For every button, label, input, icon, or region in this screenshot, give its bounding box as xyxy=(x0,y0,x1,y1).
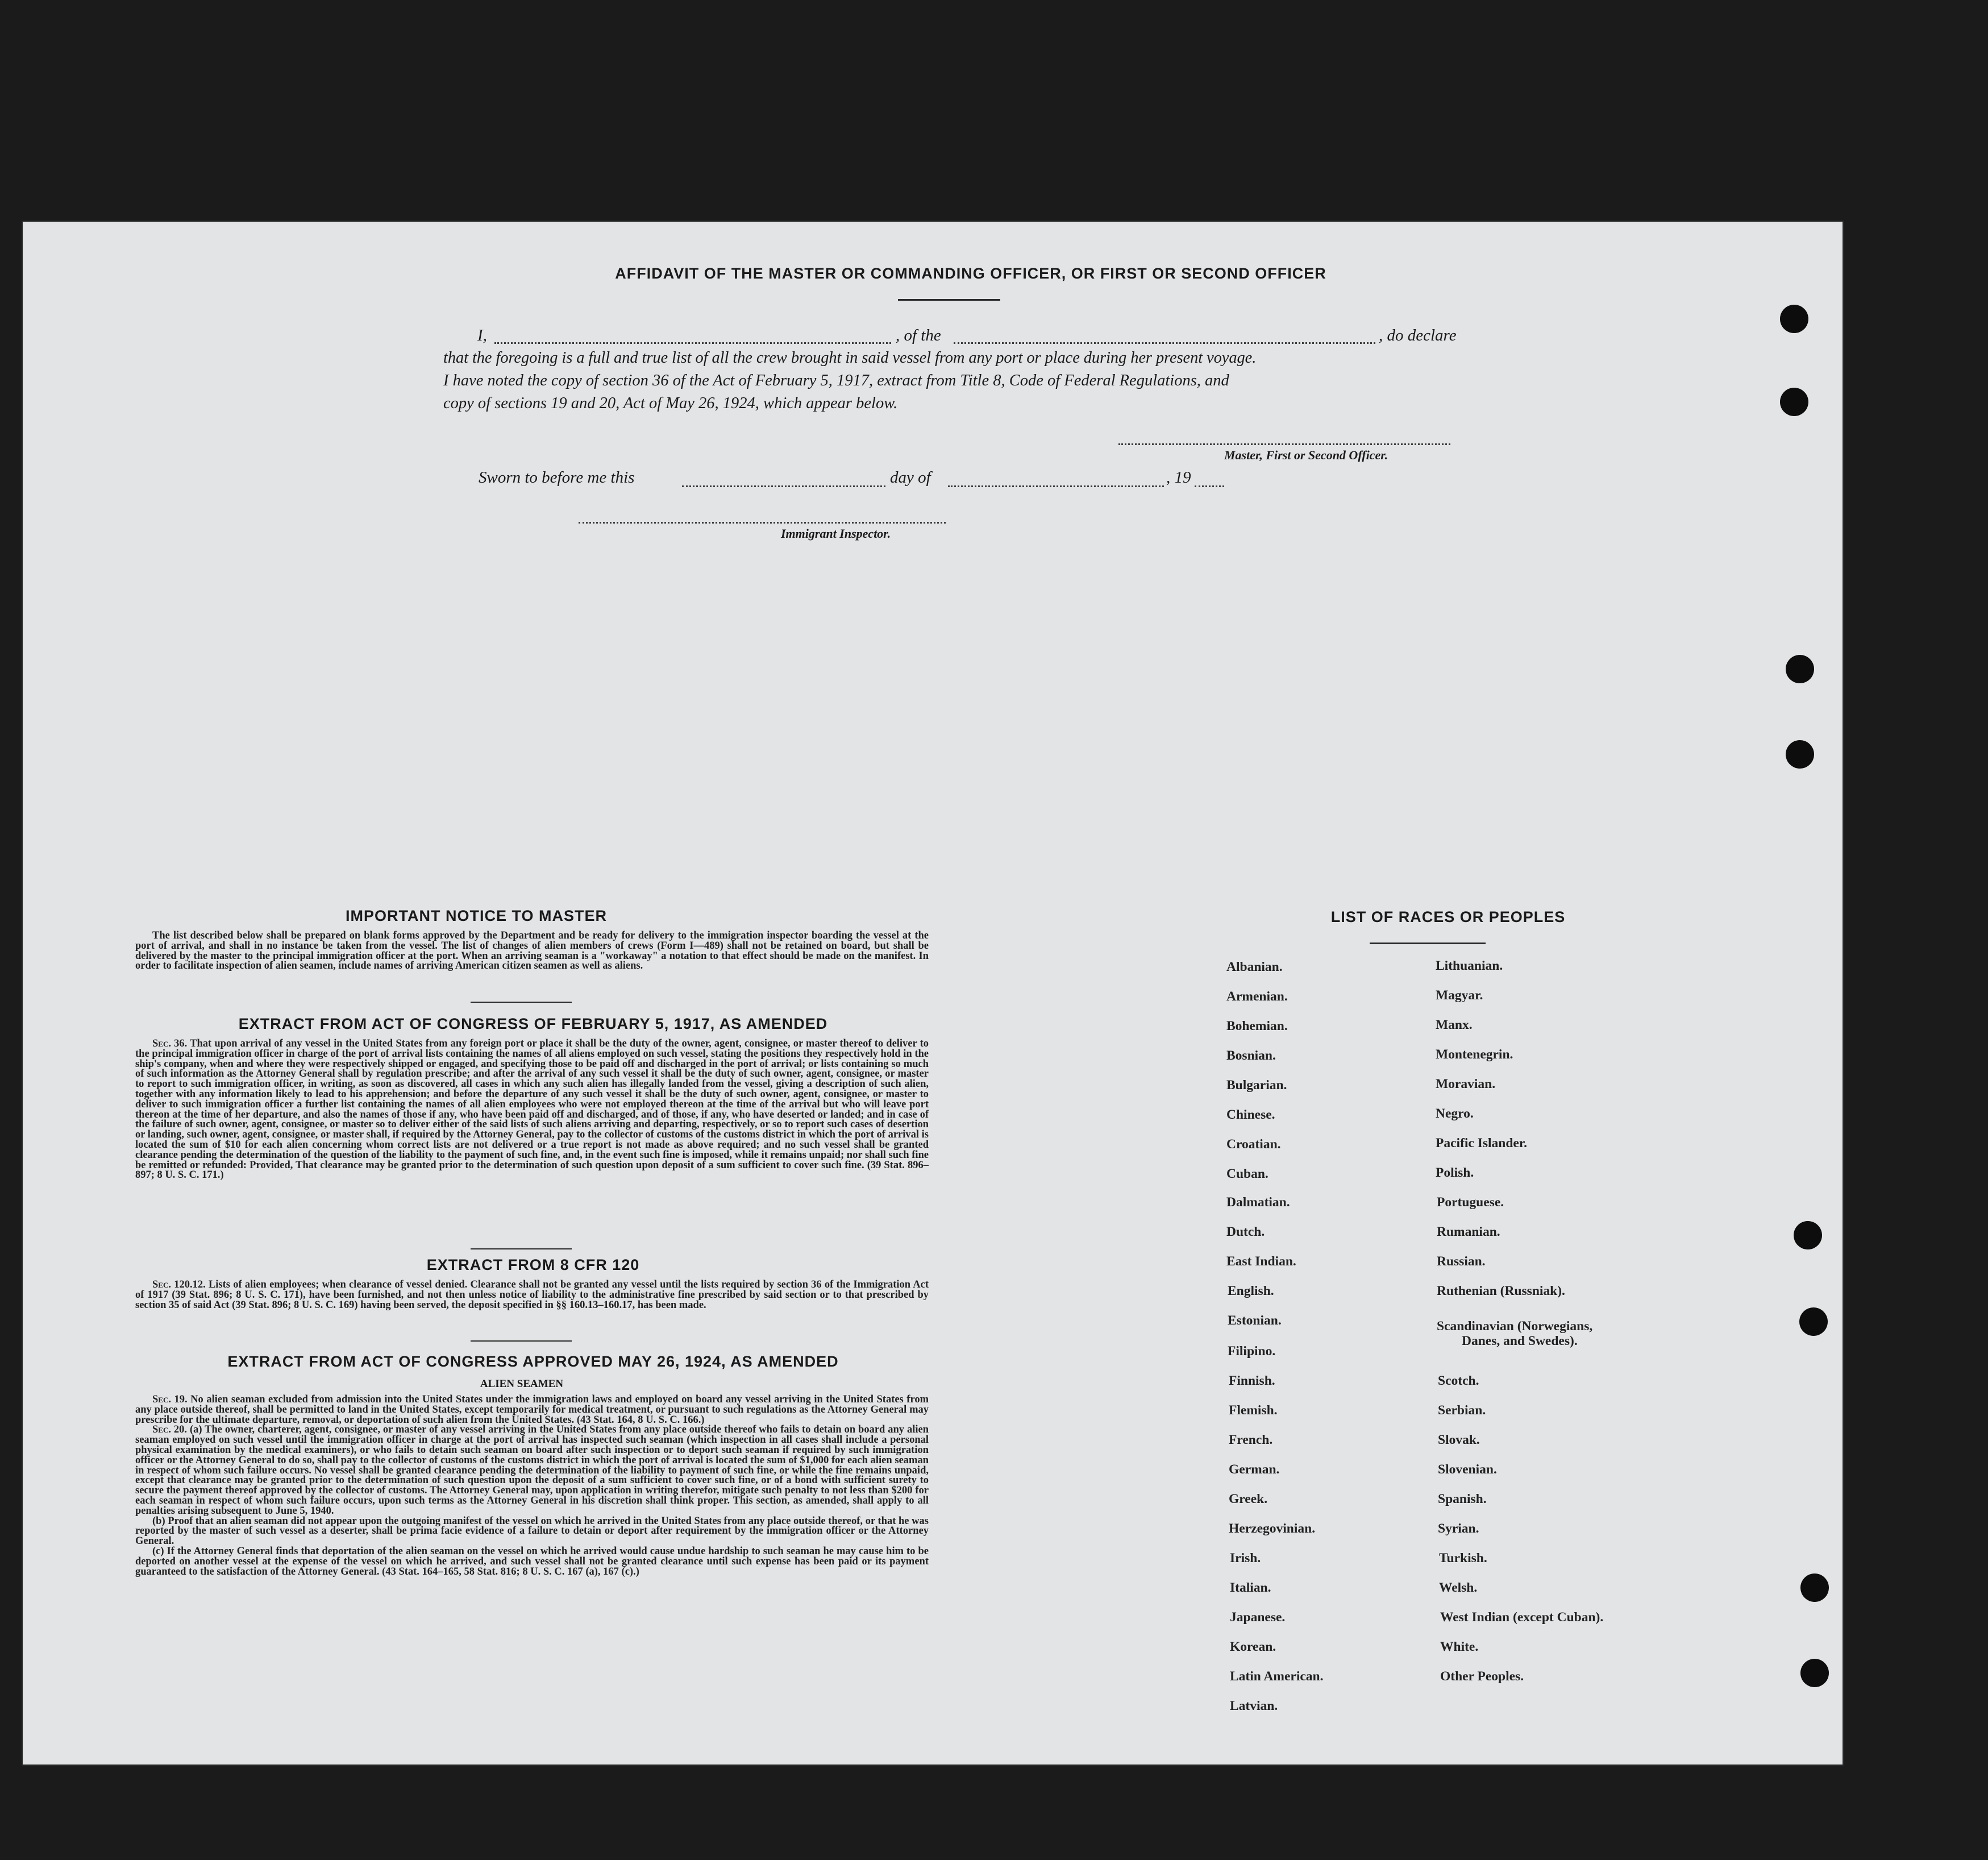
document-page xyxy=(22,221,1844,1766)
affidavit-line-3: I have noted the copy of section 36 of the Act of February 5, 1917, extract from Title 8, Code of Federal Regulations, and xyxy=(443,372,1229,389)
sworn-year-field[interactable] xyxy=(1195,485,1224,487)
section-20c-paragraph: (c) If the Attorney General finds that deportation of the alien seaman on the vessel on which he arrived would cause undue hardship to such seaman he may cause him to be deported on another vessel at the expense of the vessel on which he arrived, and such vessel shall not be granted clearance until such expense has been paid or its payment guaranteed to the satisfaction of the Attorney General. (43 Stat. 164–165, 58 Stat. 816; 8 U. S. C. 167 (a), 167 (c).) xyxy=(135,1545,929,1577)
race-left-8: Cuban. xyxy=(1226,1166,1269,1181)
notice-title: IMPORTANT NOTICE TO MASTER xyxy=(346,907,607,924)
race-left-4: Bosnian. xyxy=(1226,1048,1276,1063)
race-right-10: Rumanian. xyxy=(1437,1224,1500,1239)
punch-hole xyxy=(1800,1659,1829,1687)
section-text: No alien seaman excluded from admission into the United States under the immigration laws and employed on board any vessel arriving in the United States from any place outside thereof, shall be permitted to land in the United States, except temporarily for medical treatment, or pursuant to such regulations as the Attorney General may prescribe for the ultimate departure, removal, or deportation of such alien from the United States. (43 Stat. 164, 8 U. S. C. 166.) xyxy=(135,1394,929,1426)
race-left-22: Italian. xyxy=(1230,1580,1271,1595)
race-left-9: Dalmatian. xyxy=(1226,1195,1290,1210)
race-right-19: Spanish. xyxy=(1438,1492,1487,1506)
section-number: Sec. 19. xyxy=(152,1394,188,1405)
race-right-2: Magyar. xyxy=(1436,988,1483,1003)
inspector-caption: Immigrant Inspector. xyxy=(781,526,891,541)
section-19-paragraph xyxy=(135,1395,929,1425)
race-left-6: Chinese. xyxy=(1226,1107,1275,1122)
race-right-11: Russian. xyxy=(1437,1254,1486,1269)
race-right-17: Slovak. xyxy=(1438,1433,1480,1447)
extract-1924-text xyxy=(135,1395,929,1577)
race-left-20: Herzegovinian. xyxy=(1229,1521,1316,1536)
race-right-7: Pacific Islander. xyxy=(1436,1136,1528,1151)
race-right-22: Welsh. xyxy=(1439,1580,1478,1595)
race-right-8: Polish. xyxy=(1436,1165,1474,1180)
vessel-name-field[interactable] xyxy=(954,342,1375,344)
race-left-14: Filipino. xyxy=(1228,1344,1276,1359)
punch-hole xyxy=(1786,655,1814,683)
race-left-7: Croatian. xyxy=(1226,1137,1281,1152)
of-the-label: , of the xyxy=(896,326,941,344)
race-right-4: Montenegrin. xyxy=(1436,1047,1513,1062)
section-text: Lists of alien employees; when clearance of vessel denied. Clearance shall not be granted any vessel until the lists required by section 36 of the Immigration Act of 1917 (39 Stat. 896; 8 U. S. C. 171), have been furnished, and not then unless notice of liability to the administrative fine prescribed by said section or to that prescribed by section 35 of said Act (39 Stat. 896; 8 U. S. C. 169) having been served, the deposit specified in §§ 160.13–160.17, has been made. xyxy=(135,1279,929,1311)
race-left-16: Flemish. xyxy=(1229,1403,1278,1418)
extract-1924-title: EXTRACT FROM ACT OF CONGRESS APPROVED MAY 26, 1924, AS AMENDED xyxy=(227,1353,839,1370)
race-right-15: Scotch. xyxy=(1438,1373,1479,1388)
day-of-label: day of xyxy=(890,468,931,487)
divider xyxy=(898,299,1000,301)
affidavit-line-2: that the foregoing is a full and true list of all the crew brought in said vessel from any port or place during her present voyage. xyxy=(443,349,1257,367)
notice-paragraph: The list described below shall be prepared on blank forms approved by the Department and be ready for delivery to the immigration inspector boarding the vessel at the port of arrival, and shall in no instance be taken from the vessel. The list of changes of alien members of crews (Form I—489) shall not be retained on board, but shall be delivered by the master to the principal immigration officer at the port. When an arriving seaman is a "workaway" a notation to that effect should be made on the manifest. In order to facilitate inspection of alien seamen, include names of arriving American citizen seamen as well as aliens. xyxy=(135,930,929,972)
section-text: That upon arrival of any vessel in the United States from any foreign port or place it shall be the duty of the owner, agent, consignee, or master thereof to deliver to the principal immigration officer in charge of the port of arrival lists containing the names of all aliens employed on such vessel, stating the positions they respectively hold in the ship's company, when and where they were respectively shipped or engaged, and specifying those to be paid off and discharged in the port of arrival; or lists containing so much of such information as the Attorney General shall by regulation prescribe; and after the arrival of any such vessel it shall be the duty of such owner, agent, consignee, or master to report to such immigration officer, in writing, as soon as discovered, all cases in which any such alien has illegally landed from the vessel, giving a description of such alien, together with any information likely to lead to his apprehension; and before the departure of any such vessel it shall be the duty of such owner, agent, consignee, or master to deliver to such immigration officer a further list containing the names of all alien employees who were not employed thereon at the time of the arrival but who will leave port thereon at the time of her departure, and also the names of those if any, who have been paid off and discharged, and of those, if any, who have deserted or landed; and in case of the failure of such owner, agent, consignee, or master so to deliver either of the said lists of such aliens arriving and departing, respectively, or so to report such cases of desertion or landing, such owner, agent, consignee, or master shall, if required by the Attorney General, pay to the collector of customs of the customs district in which the port of arrival is located the sum of $10 for each alien concerning whom correct lists are not delivered or a true report is not made as above required; and no such vessel shall be granted clearance pending the determination of the question of the liability to the payment of such fine, and, in the event such fine is imposed, while it remains unpaid; nor shall such fine be remitted or refunded: Provided, That clearance may be granted prior to the determination of such question upon deposit of a sum sufficient to cover such fine. (39 Stat. 896–897; 8 U. S. C. 171.) xyxy=(135,1038,929,1181)
race-right-13: Scandinavian (Norwegians, xyxy=(1437,1319,1593,1334)
punch-hole xyxy=(1794,1221,1822,1249)
race-left-1: Albanian. xyxy=(1226,960,1283,974)
section-20b-paragraph: (b) Proof that an alien seaman did not appear upon the outgoing manifest of the vessel on which he arrived in the United States from any place outside thereof, or that he was reported by the master of such vessel as a deserter, shall be prima facie evidence of a failure to detain or deport after requirement by the immigration officer or the Attorney General. xyxy=(135,1515,929,1547)
affidavit-title: AFFIDAVIT OF THE MASTER OR COMMANDING OFFICER, OR FIRST OR SECOND OFFICER xyxy=(615,265,1326,282)
section-20a-paragraph xyxy=(135,1425,929,1516)
race-right-3: Manx. xyxy=(1436,1018,1473,1032)
punch-hole xyxy=(1800,1573,1829,1602)
race-right-1: Lithuanian. xyxy=(1436,958,1503,973)
extract-cfr-paragraph xyxy=(135,1280,929,1310)
race-right-25: Other Peoples. xyxy=(1440,1669,1524,1684)
punch-hole xyxy=(1780,388,1808,416)
punch-hole xyxy=(1786,740,1814,769)
race-right-20: Syrian. xyxy=(1438,1521,1479,1536)
race-right-18: Slovenian. xyxy=(1438,1462,1497,1477)
race-left-19: Greek. xyxy=(1229,1492,1268,1506)
master-caption: Master, First or Second Officer. xyxy=(1224,448,1388,462)
race-right-12: Ruthenian (Russniak). xyxy=(1437,1284,1565,1298)
race-left-17: French. xyxy=(1229,1433,1273,1447)
race-left-10: Dutch. xyxy=(1226,1224,1265,1239)
race-right-16: Serbian. xyxy=(1438,1403,1486,1418)
race-left-25: Latin American. xyxy=(1230,1669,1324,1684)
divider xyxy=(1370,943,1486,944)
inspector-signature-field[interactable] xyxy=(579,522,946,524)
race-left-24: Korean. xyxy=(1230,1639,1276,1654)
divider xyxy=(471,1002,572,1003)
race-right-5: Moravian. xyxy=(1436,1077,1496,1091)
declarant-name-field[interactable] xyxy=(494,342,891,344)
punch-hole xyxy=(1799,1307,1828,1336)
divider xyxy=(471,1248,572,1249)
race-left-23: Japanese. xyxy=(1230,1610,1286,1625)
race-right-24: White. xyxy=(1440,1639,1479,1654)
sworn-label: Sworn to before me this xyxy=(479,468,635,487)
section-number: Sec. 120.12. xyxy=(152,1279,206,1290)
declarant-label: I, xyxy=(477,326,487,344)
race-right-9: Portuguese. xyxy=(1437,1195,1504,1210)
extract-1924-subtitle: ALIEN SEAMEN xyxy=(480,1378,564,1390)
section-number: Sec. 36. xyxy=(152,1038,188,1049)
notice-text xyxy=(135,931,929,971)
master-signature-field[interactable] xyxy=(1118,443,1450,445)
race-left-2: Armenian. xyxy=(1226,989,1288,1004)
race-left-21: Irish. xyxy=(1230,1551,1261,1566)
race-left-15: Finnish. xyxy=(1229,1373,1275,1388)
section-number: Sec. 20. xyxy=(152,1424,188,1436)
race-right-6: Negro. xyxy=(1436,1106,1474,1121)
race-left-18: German. xyxy=(1229,1462,1280,1477)
race-left-13: Estonian. xyxy=(1228,1313,1282,1328)
extract-cfr-text xyxy=(135,1280,929,1310)
race-left-12: English. xyxy=(1228,1284,1274,1298)
race-left-11: East Indian. xyxy=(1226,1254,1296,1269)
race-right-23: West Indian (except Cuban). xyxy=(1440,1610,1604,1625)
races-title: LIST OF RACES OR PEOPLES xyxy=(1330,908,1566,925)
extract-cfr-title: EXTRACT FROM 8 CFR 120 xyxy=(426,1256,640,1273)
race-left-26: Latvian. xyxy=(1230,1699,1278,1713)
extract-1917-title: EXTRACT FROM ACT OF CONGRESS OF FEBRUARY 5, 1917, AS AMENDED xyxy=(238,1015,828,1032)
race-right-14: Danes, and Swedes). xyxy=(1462,1334,1578,1348)
divider xyxy=(471,1340,572,1342)
affidavit-line-4: copy of sections 19 and 20, Act of May 26, 1924, which appear below. xyxy=(443,395,898,412)
race-right-21: Turkish. xyxy=(1439,1551,1487,1566)
race-left-5: Bulgarian. xyxy=(1226,1078,1287,1093)
extract-1917-paragraph xyxy=(135,1039,929,1181)
affidavit-line-1 xyxy=(477,326,487,345)
extract-1917-text xyxy=(135,1039,929,1181)
race-left-3: Bohemian. xyxy=(1226,1019,1288,1033)
section-text: (a) The owner, charterer, agent, consignee, or master of any vessel arriving in the United States from any place outside thereof who fails to detain on board any alien seaman employed on such vessel until the immigration officer in charge at the port of arrival has inspected such seaman (which inspection in all cases shall include a personal physical examination by the medical examiners), or who fails to detain such seaman on board after such inspection or to deport such seaman if required by such immigration officer or the Attorney General to do so, shall pay to the collector of customs of the customs district in which the port of arrival is located the sum of $1,000 for each alien seaman in respect of whom such failure occurs. No vessel shall be granted clearance pending the determination of the liability to payment of such fine, or while the fine remains unpaid, except that clearance may be granted prior to the determination of such question upon the deposit of a sum sufficient to cover such fine, or of a bond with sufficient surety to secure the payment thereof approved by the collector of customs. The Attorney General may, upon application in writing therefor, mitigate such penalty to not less than $200 for each seaman in respect of whom such failure occurs, upon such terms as the Attorney General in his discretion shall think proper. This section, as amended, shall apply to all penalties arising subsequent to June 5, 1940. xyxy=(135,1424,929,1517)
do-declare-label: , do declare xyxy=(1379,326,1457,344)
sworn-day-field[interactable] xyxy=(682,485,885,487)
year-label: , 19 xyxy=(1166,468,1191,487)
punch-hole xyxy=(1780,305,1808,333)
sworn-month-field[interactable] xyxy=(948,485,1164,487)
